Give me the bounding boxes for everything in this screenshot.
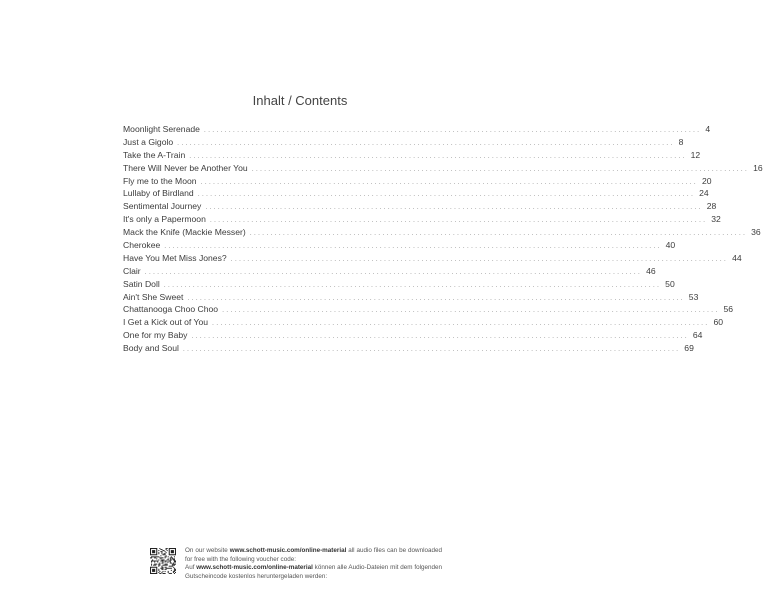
toc-leader-dots: ........................................................................................................................ [212, 320, 710, 328]
toc-entry-title: Body and Soul [123, 343, 179, 354]
toc-leader-dots: ........................................................................................................................ [177, 139, 675, 147]
voucher-text-en-suffix: all audio files can be downloaded for free with the following voucher code: [185, 547, 442, 563]
toc-leader-dots: ........................................................................................................................ [230, 255, 729, 263]
voucher-text-de-suffix: können alle Audio-Dateien mit dem folgenden Gutscheincode kostenlos heruntergeladen werden: [185, 564, 442, 580]
toc-entry-title: Clair [123, 265, 141, 276]
voucher-text-en-prefix: On our website [185, 547, 230, 554]
toc-entry[interactable] [123, 123, 711, 136]
toc-entry-page: 36 [751, 227, 761, 238]
toc-entry-title: Take the A-Train [123, 149, 186, 160]
toc-entry[interactable] [123, 291, 699, 304]
table-of-contents [123, 123, 763, 355]
toc-entry-title: Have You Met Miss Jones? [123, 252, 227, 263]
toc-entry[interactable] [123, 316, 723, 329]
toc-entry-title: Moonlight Serenade [123, 124, 200, 134]
toc-entry-page: 40 [665, 240, 676, 251]
website-link-en[interactable]: www.schott-music.com/online-material [229, 547, 347, 554]
toc-entry[interactable] [123, 342, 694, 355]
toc-entry-page: 28 [706, 201, 717, 212]
toc-leader-dots: ........................................................................................................................ [205, 204, 703, 212]
toc-entry-page: 60 [713, 317, 723, 328]
toc-leader-dots: ........................................................................................................................ [251, 165, 750, 173]
toc-entry-title: Ain't She Sweet [123, 291, 184, 302]
toc-leader-dots: ........................................................................................................................ [222, 307, 720, 315]
toc-leader-dots: ........................................................................................................................ [203, 127, 702, 134]
toc-entry-page: 53 [688, 291, 699, 302]
toc-entry[interactable] [123, 200, 717, 213]
toc-entry[interactable] [123, 329, 703, 342]
toc-entry-page: 46 [646, 265, 656, 276]
toc-entry-page: 44 [732, 252, 742, 263]
toc-entry-page: 24 [699, 188, 709, 199]
toc-entry-title: Fly me to the Moon [123, 175, 197, 186]
toc-entry-title: Just a Gigolo [123, 136, 174, 147]
toc-leader-dots: ........................................................................................................................ [191, 333, 689, 341]
toc-leader-dots: ........................................................................................................................ [200, 178, 698, 186]
page-title: Inhalt / Contents [252, 93, 348, 108]
toc-entry-title: It's only a Papermoon [123, 214, 206, 225]
toc-entry-title: Mack the Knife (Mackie Messer) [123, 227, 246, 238]
toc-entry[interactable] [123, 149, 701, 162]
toc-entry[interactable] [123, 187, 709, 200]
toc-entry[interactable] [123, 239, 676, 252]
toc-entry[interactable] [123, 213, 721, 226]
toc-entry-title: One for my Baby [123, 330, 188, 341]
toc-leader-dots: ........................................................................................................................ [163, 281, 662, 289]
toc-entry-page: 8 [678, 136, 684, 147]
toc-entry-title: Lullaby of Birdland [123, 188, 194, 199]
toc-entry-page: 56 [723, 304, 734, 315]
toc-entry-page: 20 [701, 175, 712, 186]
toc-entry-title: Cherokee [123, 240, 161, 251]
toc-entry-title: I Get a Kick out of You [123, 317, 209, 328]
toc-entry-title: Chattanooga Choo Choo [123, 304, 219, 315]
toc-leader-dots: ........................................................................................................................ [189, 152, 687, 160]
toc-entry[interactable] [123, 175, 712, 188]
toc-leader-dots: ........................................................................................................................ [209, 217, 708, 225]
toc-entry[interactable] [123, 136, 684, 149]
toc-entry[interactable] [123, 226, 761, 239]
toc-leader-dots: ........................................................................................................................ [144, 268, 643, 276]
toc-leader-dots: ........................................................................................................................ [187, 294, 685, 302]
toc-leader-dots: ........................................................................................................................ [164, 243, 662, 251]
toc-entry[interactable] [123, 252, 742, 265]
toc-entry-page: 32 [711, 214, 721, 225]
toc-entry[interactable] [123, 265, 656, 278]
toc-entry-page: 64 [692, 330, 703, 341]
voucher-text-de-prefix: Auf [185, 564, 197, 572]
toc-entry-page: 12 [690, 149, 701, 160]
toc-entry[interactable] [123, 303, 734, 316]
toc-entry-page: 69 [684, 343, 694, 354]
toc-entry-title: Sentimental Journey [123, 201, 202, 212]
toc-leader-dots: ........................................................................................................................ [249, 230, 748, 238]
toc-entry-page: 16 [753, 162, 763, 173]
toc-entry-title: There Will Never be Another You [123, 162, 248, 173]
toc-entry[interactable] [123, 162, 763, 175]
voucher-text [185, 547, 442, 581]
toc-entry-title: Satin Doll [123, 278, 160, 289]
toc-entry-page: 4 [705, 124, 711, 134]
toc-leader-dots: ........................................................................................................................ [182, 346, 681, 354]
qr-code-icon [150, 548, 176, 574]
toc-leader-dots: ........................................................................................................................ [197, 191, 696, 199]
toc-entry-page: 50 [665, 278, 675, 289]
toc-entry[interactable] [123, 278, 675, 291]
website-link-de[interactable]: www.schott-music.com/online-material [196, 564, 313, 572]
